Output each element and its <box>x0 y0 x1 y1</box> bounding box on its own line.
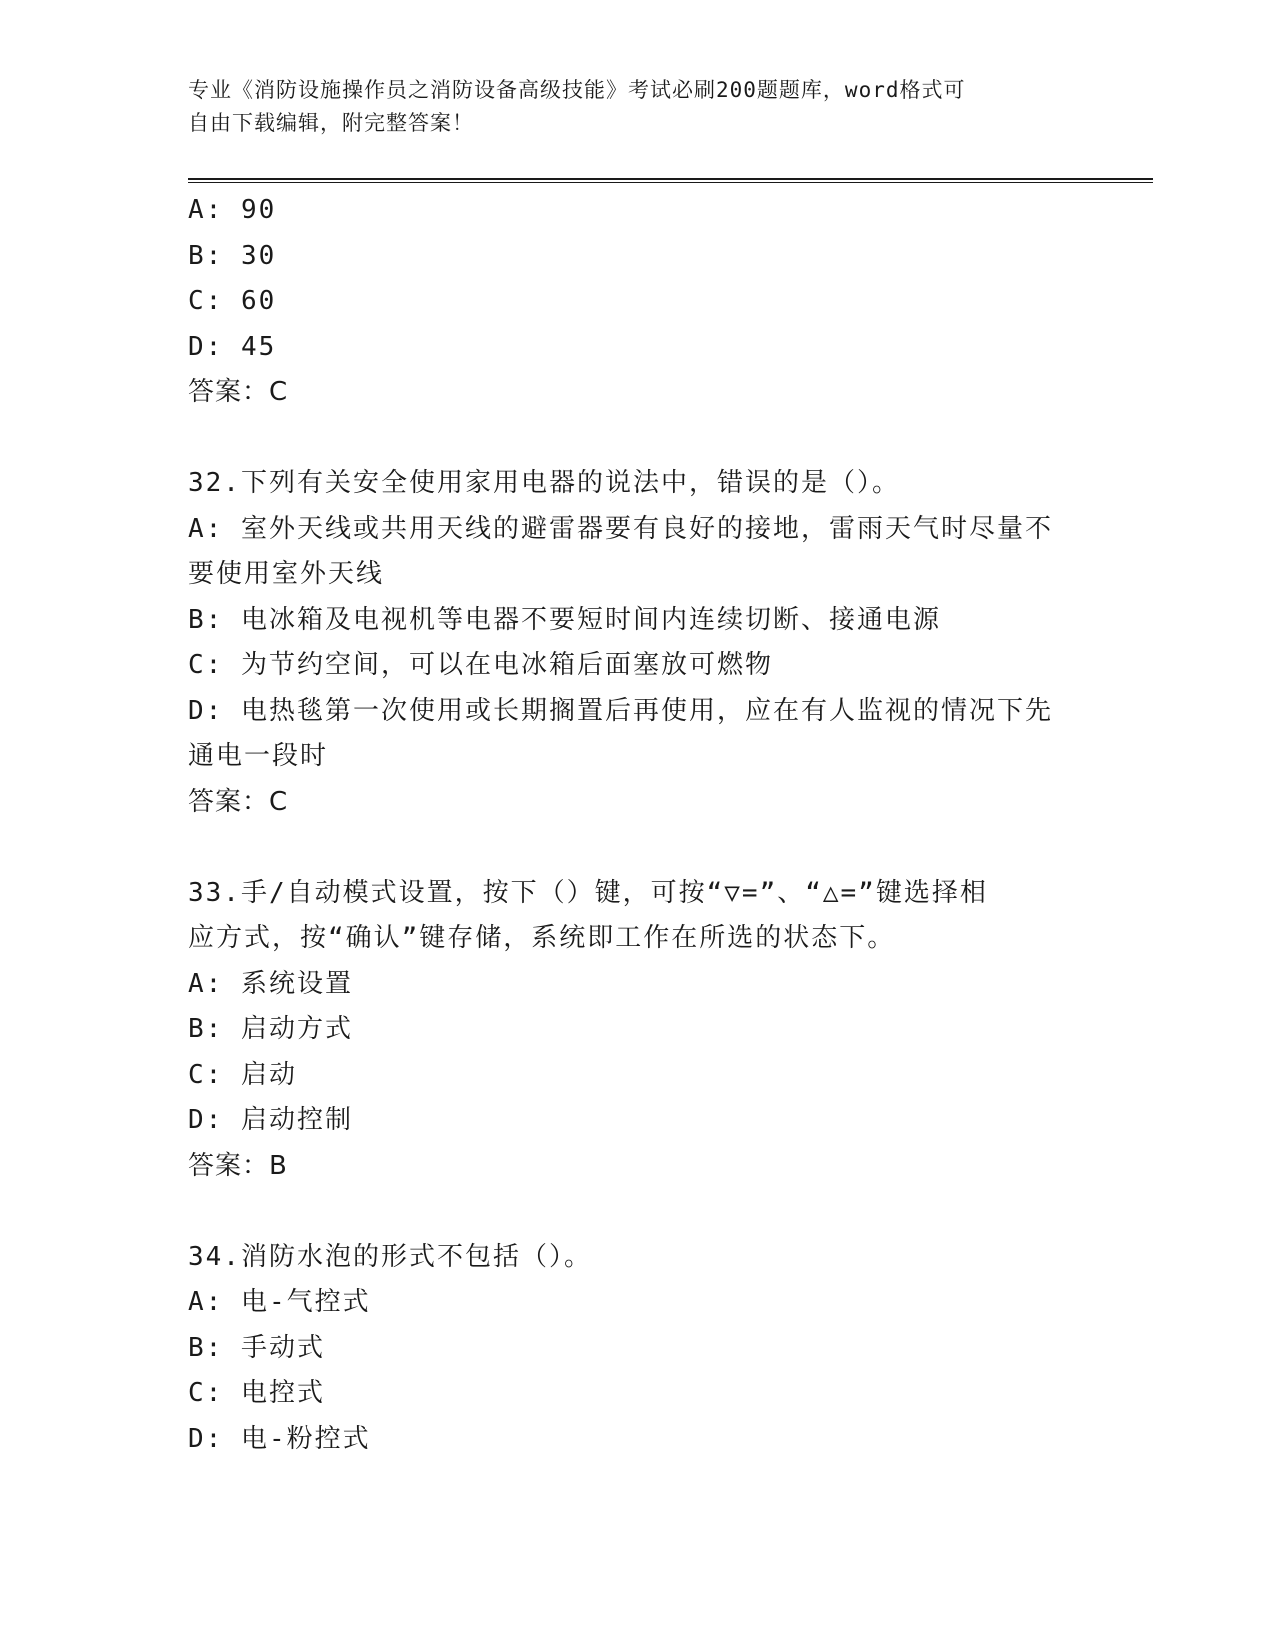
q33-question-line-1: 33.手/自动模式设置，按下（）键，可按“▽=”、“△=”键选择相 <box>188 877 988 908</box>
question-32-block <box>188 461 1068 825</box>
q33-option-c: C: 启动 <box>188 1059 297 1090</box>
q31-option-c: C: 60 <box>188 286 277 316</box>
header-divider <box>188 178 1153 183</box>
header-title-line-2: 自由下载编辑，附完整答案！ <box>188 111 474 135</box>
document-header <box>188 74 1068 140</box>
q33-option-b: B: 启动方式 <box>188 1014 353 1044</box>
q32-option-a-line-1: A: 室外天线或共用天线的避雷器要有良好的接地，雷雨天气时尽量不 <box>188 513 1053 544</box>
q32-option-b: B: 电冰箱及电视机等电器不要短时间内连续切断、接通电源 <box>188 604 941 635</box>
spacer <box>188 825 1068 871</box>
q33-option-a: A: 系统设置 <box>188 968 353 999</box>
q33-option-d: D: 启动控制 <box>188 1105 353 1135</box>
q34-option-b: B: 手动式 <box>188 1332 325 1363</box>
q32-option-a-line-2: 要使用室外天线 <box>188 559 385 589</box>
spacer <box>188 1189 1068 1235</box>
header-title-line-1: 专业《消防设施操作员之消防设备高级技能》考试必刷200题题库，word格式可 <box>188 78 966 102</box>
q34-option-c: C: 电控式 <box>188 1378 325 1408</box>
q34-option-a: A: 电-气控式 <box>188 1287 371 1317</box>
q32-answer: 答案：C <box>188 786 289 817</box>
q31-option-b: B: 30 <box>188 240 277 271</box>
question-31-block <box>188 188 1068 416</box>
q34-question: 34.消防水泡的形式不包括（）。 <box>188 1241 592 1272</box>
q32-option-d-line-1: D: 电热毯第一次使用或长期搁置后再使用，应在有人监视的情况下先 <box>188 695 1053 726</box>
question-33-block <box>188 871 1068 1190</box>
spacer <box>188 416 1068 462</box>
q31-option-d: D: 45 <box>188 331 277 362</box>
q33-answer: 答案：B <box>188 1150 288 1181</box>
q31-answer: 答案：C <box>188 377 289 407</box>
q34-option-d: D: 电-粉控式 <box>188 1423 371 1454</box>
q32-option-d-line-2: 通电一段时 <box>188 741 329 771</box>
q32-option-c: C: 为节约空间，可以在电冰箱后面塞放可燃物 <box>188 650 773 680</box>
question-34-block <box>188 1235 1068 1463</box>
q32-question: 32.下列有关安全使用家用电器的说法中，错误的是（）。 <box>188 468 900 498</box>
question-list <box>188 188 1068 1462</box>
q31-option-a: A: 90 <box>188 195 277 225</box>
q33-question-line-2: 应方式，按“确认”键存储，系统即工作在所选的状态下。 <box>188 923 896 953</box>
